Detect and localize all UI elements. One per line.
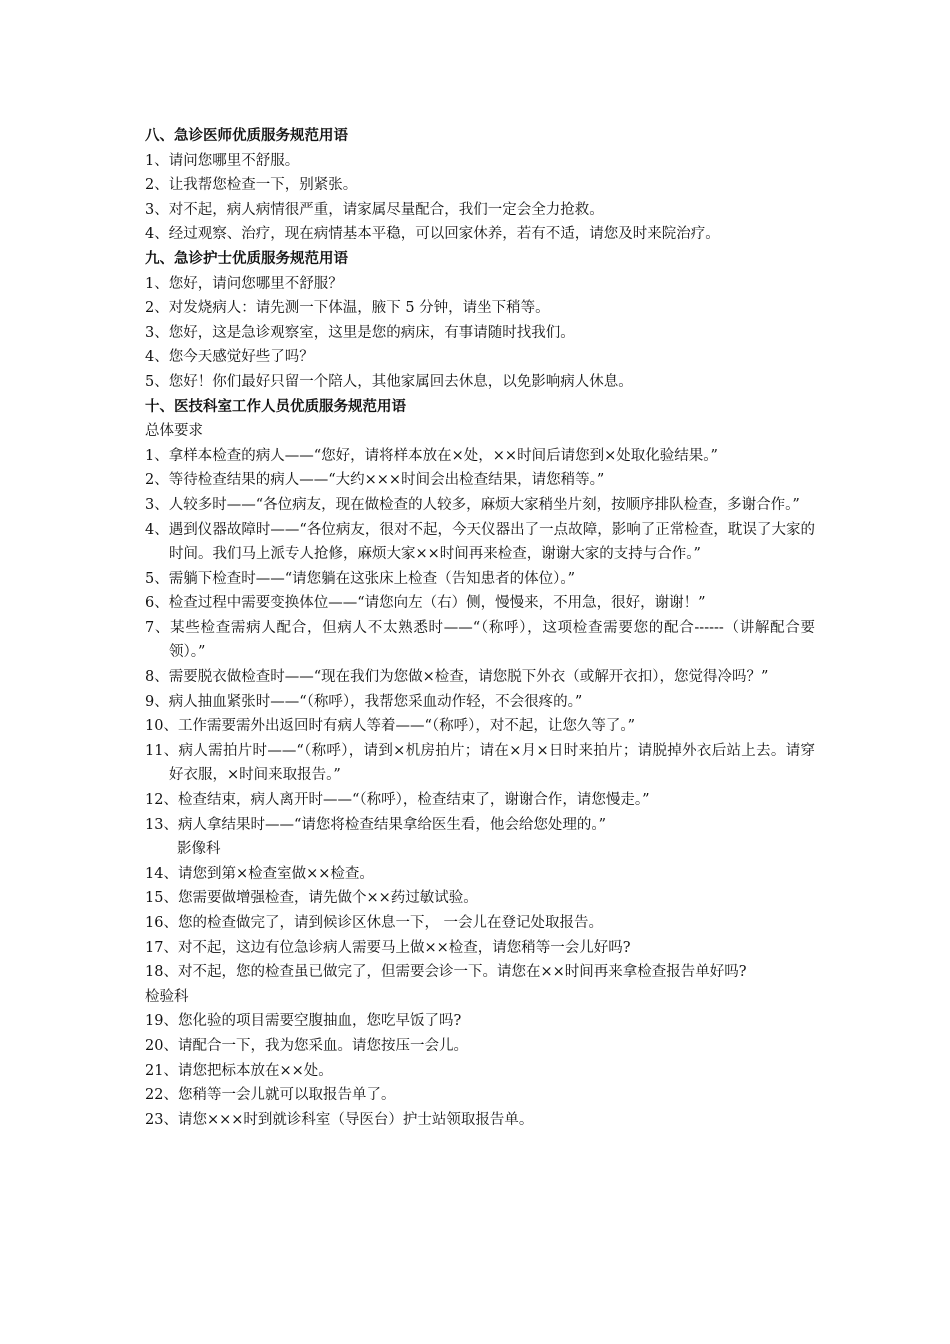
list-item: 20、请配合一下，我为您采血。请您按压一会儿。 (145, 1037, 468, 1054)
list-item: 16、您的检查做完了，请到候诊区休息一下， 一会儿在登记处取报告。 (145, 915, 604, 931)
list-item: 18、对不起，您的检查虽已做完了，但需要会诊一下。请您在××时间再来拿检查报告单好吗? (145, 964, 747, 981)
subheading-lab: 检验科 (145, 988, 189, 1005)
list-item: 23、请您×××时到就诊科室（导医台）护士站领取报告单。 (145, 1111, 534, 1128)
list-item: 21、请您把标本放在××处。 (145, 1062, 333, 1079)
list-item: 15、您需要做增强检查，请先做个××药过敏试验。 (145, 890, 478, 907)
section-heading-10: 十、医技科室工作人员优质服务规范用语 (145, 397, 406, 415)
subheading-general: 总体要求 (145, 423, 203, 440)
list-item: 14、请您到第×检查室做××检查。 (145, 865, 374, 882)
list-item: 1、您好，请问您哪里不舒服？ (145, 275, 343, 292)
document-body (145, 124, 815, 1132)
list-item: 3、您好，这是急诊观察室，这里是您的病床，有事请随时找我们。 (145, 324, 575, 341)
subheading-imaging: 影像科 (177, 841, 221, 858)
list-item: 7、某些检查需病人配合，但病人不太熟悉时——“（称呼），这项检查需要您的配合------（讲解配合要领）。” (145, 619, 815, 661)
list-item: 13、病人拿结果时——“请您将检查结果拿给医生看，他会给您处理的。” (145, 816, 607, 833)
list-item: 1、请问您哪里不舒服。 (145, 152, 300, 169)
list-item: 10、工作需要需外出返回时有病人等着——“（称呼），对不起，让您久等了。” (145, 718, 636, 735)
list-item: 4、您今天感觉好些了吗？ (145, 349, 314, 366)
list-item: 6、检查过程中需要变换体位——“请您向左（右）侧，慢慢来，不用急，很好，谢谢！” (145, 595, 706, 612)
list-item: 4、经过观察、治疗，现在病情基本平稳，可以回家休养，若有不适，请您及时来院治疗。 (145, 226, 720, 243)
list-item: 9、病人抽血紧张时——“（称呼），我帮您采血动作轻，不会很疼的。” (145, 693, 583, 710)
list-item: 1、拿样本检查的病人——“您好，请将样本放在×处，××时间后请您到×处取化验结果。” (145, 447, 718, 464)
list-item: 11、病人需拍片时——“（称呼），请到×机房拍片；请在×月×日时来拍片；请脱掉外衣后站上去。请穿好衣服，×时间来取报告。” (145, 742, 815, 784)
section-heading-8: 八、急诊医师优质服务规范用语 (145, 127, 348, 144)
list-item: 3、对不起，病人病情很严重，请家属尽量配合，我们一定会全力抢救。 (145, 201, 604, 218)
list-item: 2、让我帮您检查一下，别紧张。 (145, 177, 358, 194)
list-item: 2、对发烧病人：请先测一下体温，腋下 5 分钟，请坐下稍等。 (145, 300, 550, 317)
list-item: 4、遇到仪器故障时——“各位病友，很对不起，今天仪器出了一点故障，影响了正常检查，耽误了大家的时间。我们马上派专人抢修，麻烦大家××时间再来检查，谢谢大家的支持与合作。” (145, 521, 815, 563)
list-item: 5、您好！你们最好只留一个陪人，其他家属回去休息，以免影响病人休息。 (145, 373, 633, 390)
list-item: 2、等待检查结果的病人——“大约×××时间会出检查结果，请您稍等。” (145, 472, 605, 489)
list-item: 8、需要脱衣做检查时——“现在我们为您做×检查，请您脱下外衣（或解开衣扣），您觉得冷吗？” (145, 669, 769, 686)
list-item: 12、检查结束，病人离开时——“（称呼），检查结束了，谢谢合作，请您慢走。” (145, 792, 650, 809)
list-item: 19、您化验的项目需要空腹抽血，您吃早饭了吗? (145, 1013, 462, 1030)
list-item: 17、对不起，这边有位急诊病人需要马上做××检查，请您稍等一会儿好吗? (145, 939, 631, 956)
list-item: 3、人较多时——“各位病友，现在做检查的人较多，麻烦大家稍坐片刻，按顺序排队检查，多谢合作。” (145, 496, 800, 513)
section-heading-9: 九、急诊护士优质服务规范用语 (145, 249, 348, 267)
list-item: 5、需躺下检查时——“请您躺在这张床上检查（告知患者的体位）。” (145, 570, 576, 587)
list-item: 22、您稍等一会儿就可以取报告单了。 (145, 1087, 396, 1104)
